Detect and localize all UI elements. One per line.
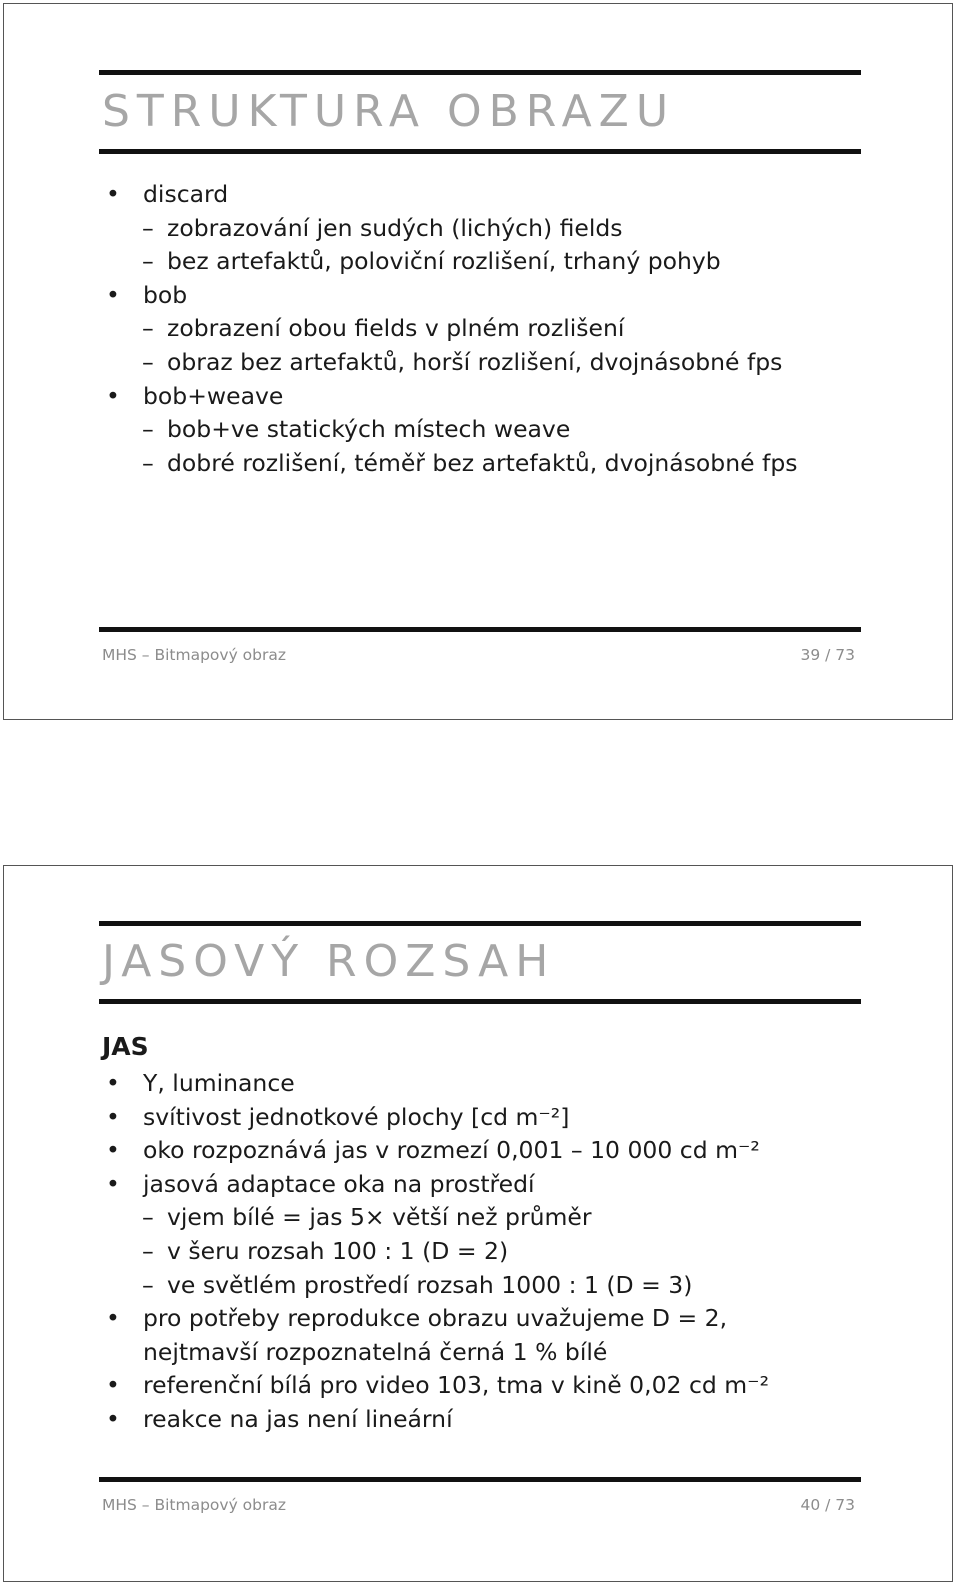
title-top-rule xyxy=(99,70,861,75)
sub-list-item xyxy=(102,1269,912,1303)
slide-body xyxy=(102,178,912,480)
list-item-text: dobré rozlišení, téměř bez artefaktů, dvojnásobné fps xyxy=(167,448,798,477)
footer-title: MHS – Bitmapový obraz xyxy=(102,646,287,664)
list-item-text: svítivost jednotkové plochy [cd m⁻²] xyxy=(143,1102,570,1131)
list-item xyxy=(102,1302,912,1336)
dash: – xyxy=(142,213,154,242)
list-item xyxy=(102,1369,912,1403)
list-item-text: zobrazování jen sudých (lichých) fields xyxy=(167,213,623,242)
sub-list-item xyxy=(102,245,912,279)
list-item-text: bob+weave xyxy=(143,381,284,410)
list-item-text: bob xyxy=(143,280,188,309)
bullet: • xyxy=(106,1371,120,1400)
list-item-text: bob+ve statických místech weave xyxy=(167,415,571,444)
dash: – xyxy=(142,247,154,276)
list-item xyxy=(102,1168,912,1202)
dash: – xyxy=(142,314,154,343)
slide-body xyxy=(102,1030,912,1437)
footer-rule xyxy=(99,1477,861,1482)
list-item-text: zobrazení obou fields v plném rozlišení xyxy=(167,314,625,343)
bullet: • xyxy=(106,280,120,309)
list-item xyxy=(102,178,912,212)
list-item xyxy=(102,1403,912,1437)
sub-list-item xyxy=(102,1201,912,1235)
list-item-text: jasová adaptace oka na prostředí xyxy=(143,1169,535,1198)
page-number: 40 / 73 xyxy=(800,1496,855,1514)
sub-list-item xyxy=(102,212,912,246)
slide-39 xyxy=(3,3,953,720)
list-item-text: v šeru rozsah 100 : 1 (D = 2) xyxy=(167,1236,509,1265)
dash: – xyxy=(142,1270,154,1299)
list-item-text: oko rozpoznává jas v rozmezí 0,001 – 10 000 cd m⁻² xyxy=(143,1136,760,1165)
footer-rule xyxy=(99,627,861,632)
title-top-rule xyxy=(99,921,861,926)
bullet: • xyxy=(106,1069,120,1097)
list-item-text: vjem bílé = jas 5× větší než průměr xyxy=(167,1203,592,1232)
list-item-text: nejtmavší rozpoznatelná černá 1 % bílé xyxy=(143,1337,608,1366)
dash: – xyxy=(142,1236,154,1265)
list-item xyxy=(102,380,912,414)
bullet: • xyxy=(106,381,120,410)
slide-40 xyxy=(3,865,953,1582)
list-item-text: discard xyxy=(143,180,229,208)
title-bottom-rule xyxy=(99,999,861,1004)
footer-title: MHS – Bitmapový obraz xyxy=(102,1496,287,1514)
list-item-continuation xyxy=(102,1336,912,1370)
slide-title: STRUKTURA OBRAZU xyxy=(102,86,676,137)
list-item-text: Y, luminance xyxy=(143,1069,295,1097)
list-item-text: reakce na jas není lineární xyxy=(143,1404,453,1433)
list-item-text: bez artefaktů, poloviční rozlišení, trhaný pohyb xyxy=(167,247,721,276)
slide-title: JASOVÝ ROZSAH xyxy=(102,936,556,987)
list-item-text: referenční bílá pro video 103, tma v kině 0,02 cd m⁻² xyxy=(143,1371,769,1400)
list-item-text: obraz bez artefaktů, horší rozlišení, dvojnásobné fps xyxy=(167,347,783,376)
list-item xyxy=(102,1101,912,1135)
list-item-text: ve světlém prostředí rozsah 1000 : 1 (D = 3) xyxy=(167,1270,693,1299)
bullet: • xyxy=(106,1136,120,1165)
dash: – xyxy=(142,1203,154,1232)
sub-list-item xyxy=(102,447,912,481)
dash: – xyxy=(142,448,154,477)
sub-list-item xyxy=(102,346,912,380)
sub-list-item xyxy=(102,1235,912,1269)
list-item xyxy=(102,279,912,313)
page-number: 39 / 73 xyxy=(800,646,855,664)
bullet: • xyxy=(106,180,120,208)
list-item xyxy=(102,1067,912,1101)
dash: – xyxy=(142,347,154,376)
bullet: • xyxy=(106,1102,120,1131)
bullet: • xyxy=(106,1169,120,1198)
list-item-text: pro potřeby reprodukce obrazu uvažujeme D = 2, xyxy=(143,1304,728,1333)
title-bottom-rule xyxy=(99,149,861,154)
dash: – xyxy=(142,415,154,444)
bullet: • xyxy=(106,1404,120,1433)
bullet: • xyxy=(106,1304,120,1333)
list-item xyxy=(102,1134,912,1168)
sub-list-item xyxy=(102,413,912,447)
sub-list-item xyxy=(102,312,912,346)
section-heading: JAS xyxy=(102,1032,149,1061)
